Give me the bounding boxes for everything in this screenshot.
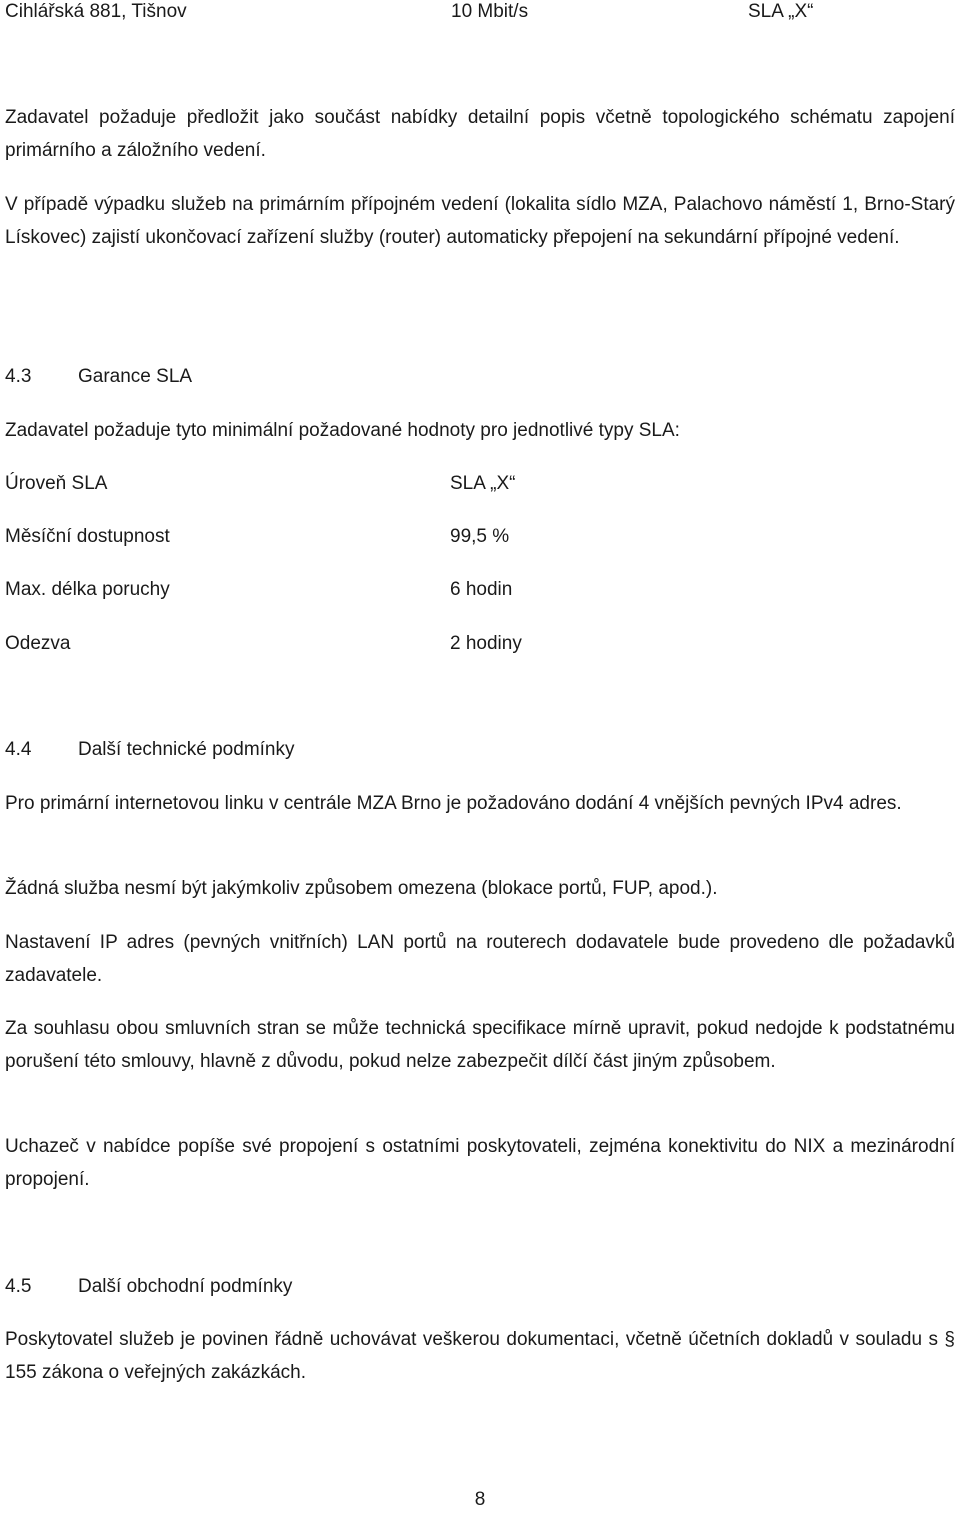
header-speed: 10 Mbit/s [451, 1, 529, 22]
paragraph-no-limits: Žádná služba nesmí být jakýmkoliv způsobem omezena (blokace portů, FUP, apod.). [5, 878, 718, 899]
paragraph-topology: Zadavatel požaduje předložit jako součást nabídky detailní popis včetně topologického schématu zapojení primárního a záložního vedení. [5, 107, 955, 161]
sla-row-label: Max. délka poruchy [5, 579, 170, 600]
section-title: Další obchodní podmínky [78, 1276, 293, 1297]
header-address: Cihlářská 881, Tišnov [5, 1, 187, 22]
section-number: 4.5 [5, 1276, 32, 1297]
section-title: Další technické podmínky [78, 739, 295, 760]
sla-row-value: 6 hodin [450, 579, 513, 600]
sla-row-label: Úroveň SLA [5, 473, 108, 494]
sla-intro: Zadavatel požaduje tyto minimální požadované hodnoty pro jednotlivé typy SLA: [5, 420, 680, 441]
paragraph-documentation: Poskytovatel služeb je povinen řádně uchovávat veškerou dokumentaci, včetně účetních dokladů v souladu s § 155 zákona o veřejných zakázkách. [5, 1329, 955, 1383]
section-number: 4.3 [5, 366, 32, 387]
sla-row-label: Měsíční dostupnost [5, 526, 170, 547]
paragraph-peering: Uchazeč v nabídce popíše své propojení s ostatními poskytovateli, zejména konektivitu do NIX a mezinárodní propojení. [5, 1136, 955, 1190]
sla-row-value: 2 hodiny [450, 633, 522, 654]
paragraph-failover: V případě výpadku služeb na primárním přípojném vedení (lokalita sídlo MZA, Palachovo náměstí 1, Brno-Starý Lískovec) zajistí ukončovací zařízení služby (router) automaticky přepojení na sekundární přípojné vedení. [5, 194, 955, 248]
page-number: 8 [474, 1489, 486, 1510]
sla-row-label: Odezva [5, 633, 71, 654]
paragraph-ip-setup: Nastavení IP adres (pevných vnitřních) LAN portů na routerech dodavatele bude provedeno dle požadavků zadavatele. [5, 932, 955, 986]
section-title: Garance SLA [78, 366, 193, 387]
section-number: 4.4 [5, 739, 32, 760]
sla-row-value: 99,5 % [450, 526, 510, 547]
paragraph-ipv4: Pro primární internetovou linku v centrále MZA Brno je požadováno dodání 4 vnějších pevných IPv4 adres. [5, 793, 902, 814]
header-sla: SLA „X“ [748, 1, 814, 22]
sla-row-value: SLA „X“ [450, 473, 516, 494]
paragraph-spec-change: Za souhlasu obou smluvních stran se může technická specifikace mírně upravit, pokud nedojde k podstatnému porušení této smlouvy, hlavně z důvodu, pokud nelze zabezpečit dílčí část jiným způsobem. [5, 1018, 955, 1072]
document-page [5, 0, 955, 1509]
